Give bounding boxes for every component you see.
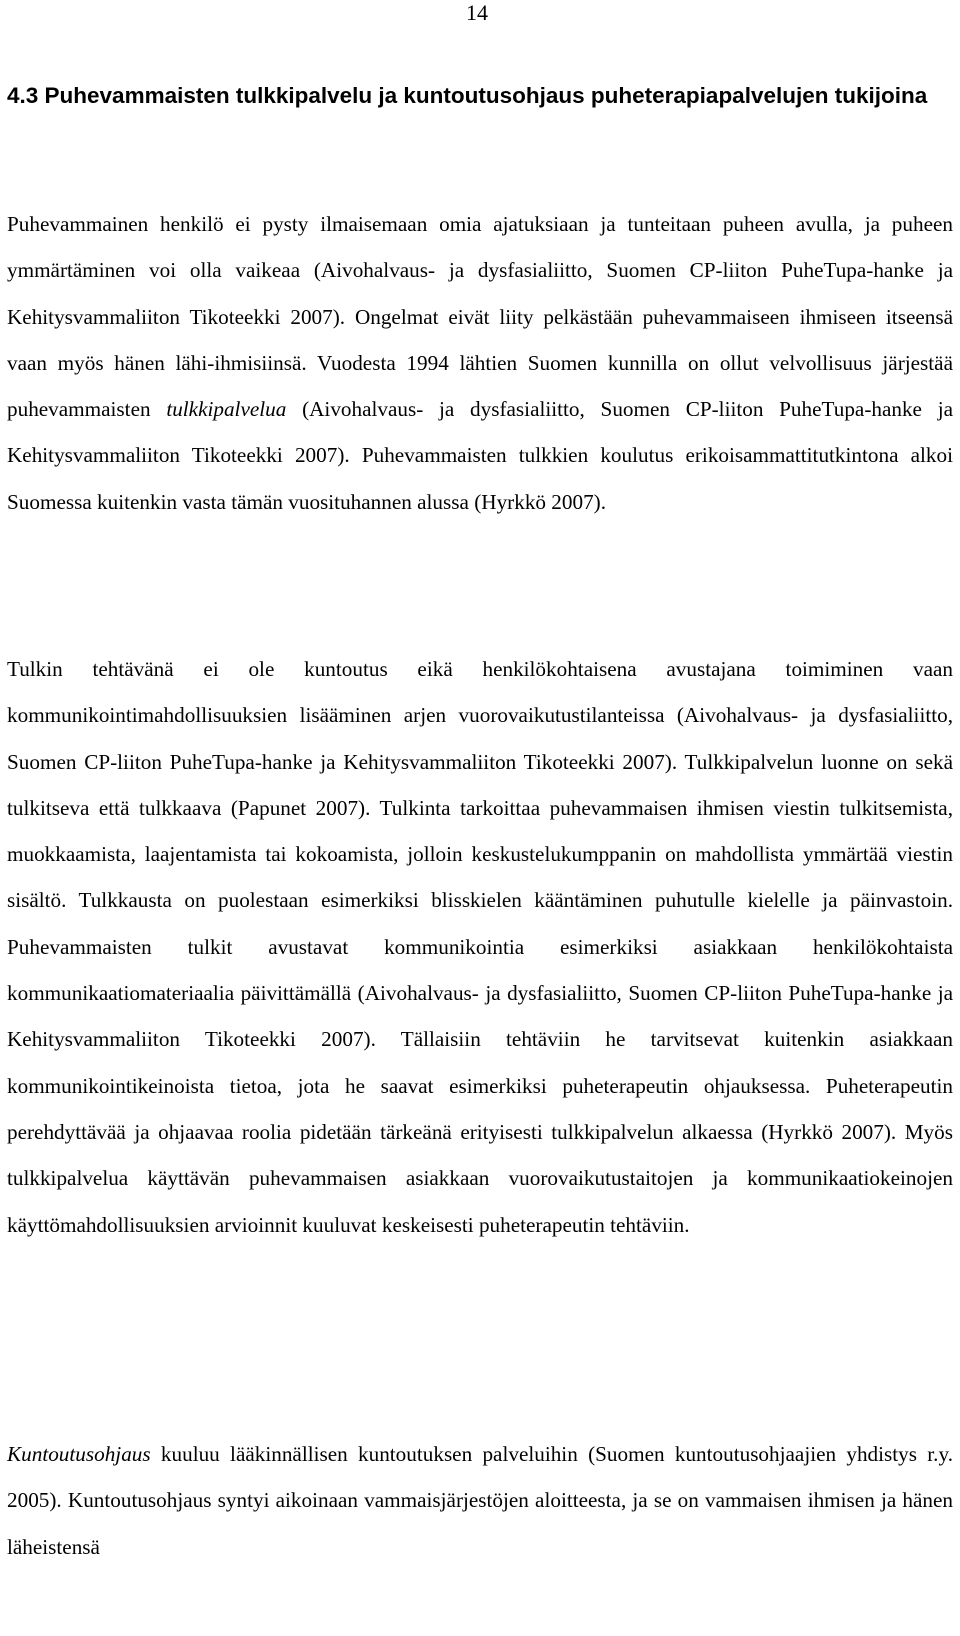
paragraph-text: kuuluu lääkinnällisen kuntoutuksen palveluihin (Suomen kuntoutusohjaajien yhdistys r.y. 2005). Kuntoutusohjaus syntyi aikoinaan vammaisjärjestöjen aloitteesta, ja se on vammaisen ihmisen ja hänen läheistensä [7,1442,953,1559]
paragraph-interpreter-role: Tulkin tehtävänä ei ole kuntoutus eikä henkilökohtaisena avustajana toimiminen vaan kommunikointimahdollisuuksien lisääminen arjen vuorovaikutustilanteissa (Aivohalvaus- ja dysfasialiitto, Suomen CP-liiton PuheTupa-hanke ja Kehitysvammaliiton Tikoteekki 2007). Tulkkipalvelun luonne on sekä tulkitseva että tulkkaava (Papunet 2007). Tulkinta tarkoittaa puhevammaisen ihmisen viestin tulkitsemista, muokkaamista, laajentamista tai kokoamista, jolloin keskustelukumppanin on mahdollista ymmärtää viestin sisältö. Tulkkausta on puolestaan esimerkiksi blisskielen kääntäminen puhutulle kielelle ja päinvastoin. Puhevammaisten tulkit avustavat kommunikointia esimerkiksi asiakkaan henkilökohtaista kommunikaatiomateriaalia päivittämällä (Aivohalvaus- ja dysfasialiitto, Suomen CP-liiton PuheTupa-hanke ja Kehitysvammaliiton Tikoteekki 2007). Tällaisiin tehtäviin he tarvitsevat kuitenkin asiakkaan kommunikointikeinoista tietoa, jota he saavat esimerkiksi puheterapeutin ohjauksessa. Puheterapeutin perehdyttävää ja ohjaavaa roolia pidetään tärkeänä erityisesti tulkkipalvelun alkaessa (Hyrkkö 2007). Myös tulkkipalvelua käyttävän puhevammaisen asiakkaan vuorovaikutustaitojen ja kommunikaatiokeinojen käyttömahdollisuuksien arvioinnit kuuluvat keskeisesti puheterapeutin tehtäviin. [7,657,953,1237]
italic-term: tulkkipalvelua [166,397,287,422]
paragraph-rehabilitation-guidance [7,1431,953,1570]
paragraph-interpreter-service-intro [7,201,953,525]
section-heading: 4.3 Puhevammaisten tulkkipalvelu ja kuntoutusohjaus puheterapiapalvelujen tukijoina [7,83,928,108]
italic-term: Kuntoutusohjaus [7,1442,151,1466]
page-number: 14 [466,0,488,25]
paragraph-text: Puhevammainen henkilö ei pysty ilmaisemaan omia ajatuksiaan ja tunteitaan puheen avulla, ja puheen ymmärtäminen voi olla vaikeaa (Aivohalvaus- ja dysfasialiitto, Suomen CP-liiton PuheTupa-hanke ja Kehitysvammaliiton Tikoteekki 2007). Ongelmat eivät liity pelkästään puhevammaiseen ihmiseen itseensä vaan myös hänen lähi-ihmisiinsä. Vuodesta 1994 lähtien Suomen kunnilla on ollut velvollisuus järjestää puhevammaisten [7,212,953,422]
paragraph-text: (Aivohalvaus- ja dysfasialiitto, Suomen CP-liiton PuheTupa-hanke ja Kehitysvammaliiton Tikoteekki 2007). Puhevammaisten tulkkien koulutus erikoisammattitutkintona alkoi Suomessa kuitenkin vasta tämän vuosituhannen alussa (Hyrkkö 2007). [7,397,953,514]
